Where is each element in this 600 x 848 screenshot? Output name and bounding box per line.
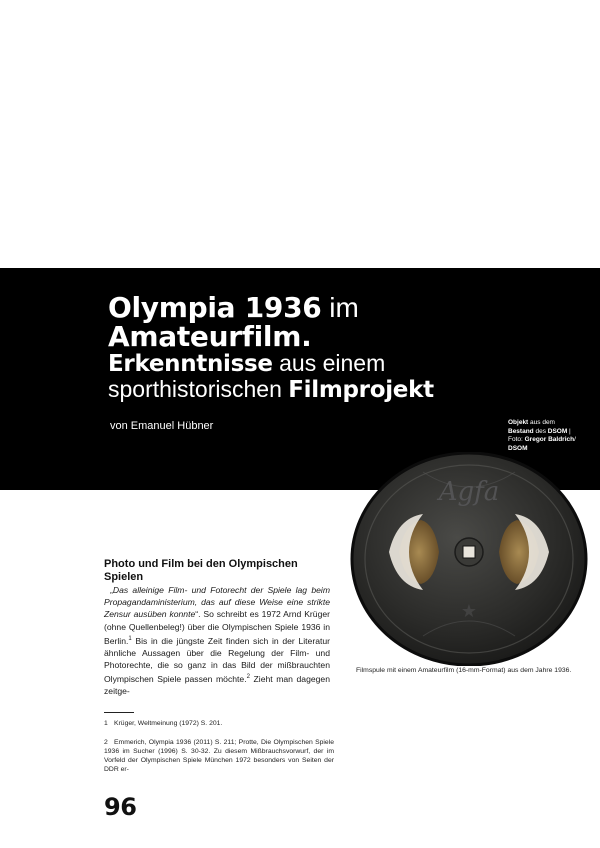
quoted-text: Das alleinige Film- und Fotorecht der Spiele lag beim Propagandaministerium, das auf diese Weise eine strikte Zensur ausüben konnte — [104, 585, 330, 620]
footnote-2 — [104, 738, 334, 774]
footnote-text: Krüger, Weltmeinung (1972) S. 201. — [114, 720, 223, 727]
paragraph-text: Bis in die jüngste Zeit finden sich in der Literatur ähnliche Aussagen über die Regelung der Film- und Photorechte, die so ganz in das Bild der mißbrauchten Olympischen Spiele passen möchte. — [104, 635, 330, 685]
credit-dsom-2: DSOM — [508, 444, 528, 452]
footnote-1 — [104, 719, 334, 728]
credit-separator: | — [567, 427, 571, 435]
film-reel-photo — [349, 452, 589, 666]
quote-open: „ — [110, 585, 113, 595]
footnote-ref[interactable]: 1 — [128, 635, 132, 642]
reel-brand-label: Agfa — [438, 477, 500, 507]
title-thin-3: aus einem — [272, 350, 386, 376]
credit-slash: / — [574, 436, 576, 443]
title-line-2 — [108, 322, 548, 351]
title-bold-3: Erkenntnisse — [108, 351, 273, 377]
credit-bestand-text: des — [533, 427, 548, 435]
section-heading: Photo und Film bei den Olympischen Spielen — [104, 558, 298, 583]
title-line-3 — [108, 351, 548, 377]
footnote-ref[interactable]: 2 — [246, 674, 250, 681]
paragraph-text: “. So schreibt es 1972 Arnd Krüger (ohne Quellenbeleg!) über die Olympischen Spiele 1936 in Berlin. — [104, 609, 330, 646]
author-byline: von Emanuel Hübner — [110, 420, 214, 432]
paragraph-text: Zieht man dagegen zeitge- — [104, 674, 330, 697]
svg-text:★: ★ — [460, 601, 478, 622]
page-number: 96 — [104, 793, 137, 821]
footnote-number: 1 — [104, 720, 108, 727]
paragraph — [104, 584, 330, 698]
footnote-text: Emmerich, Olympia 1936 (2011) S. 211; Protte, Die Olympischen Spiele 1936 im Sucher (1996) S. 30-32. Zu diesem Mißbrauchsvorwurf, der im Vorfeld der Olympischen Spiele München 1972 besonders von Seiten der DDR er- — [104, 739, 334, 773]
photo-caption: Filmspule mit einem Amateurfilm (16-mm-Format) aus dem Jahre 1936. — [356, 667, 572, 674]
article-title — [108, 293, 548, 403]
footnote-number: 2 — [104, 739, 108, 746]
footnote-divider — [104, 712, 134, 713]
title-bold-2: Amateurfilm. — [108, 320, 312, 353]
title-thin-1: im — [321, 292, 359, 323]
title-bold-1: Olympia 1936 — [108, 291, 322, 324]
title-line-1 — [108, 293, 548, 322]
title-thin-4: sporthistorischen — [108, 376, 289, 402]
credit-dsom-1: DSOM — [547, 427, 568, 435]
credit-foto: Foto: — [508, 436, 525, 443]
credit-objekt-text: aus dem — [528, 419, 555, 426]
credit-bestand: Bestand — [508, 427, 534, 435]
article-body — [104, 584, 330, 698]
credit-objekt: Objekt — [508, 419, 529, 426]
title-bold-4: Filmprojekt — [288, 377, 434, 403]
credit-photographer: Gregor Baldrich — [524, 436, 575, 443]
title-line-4 — [108, 377, 548, 403]
photo-credit — [508, 419, 596, 453]
